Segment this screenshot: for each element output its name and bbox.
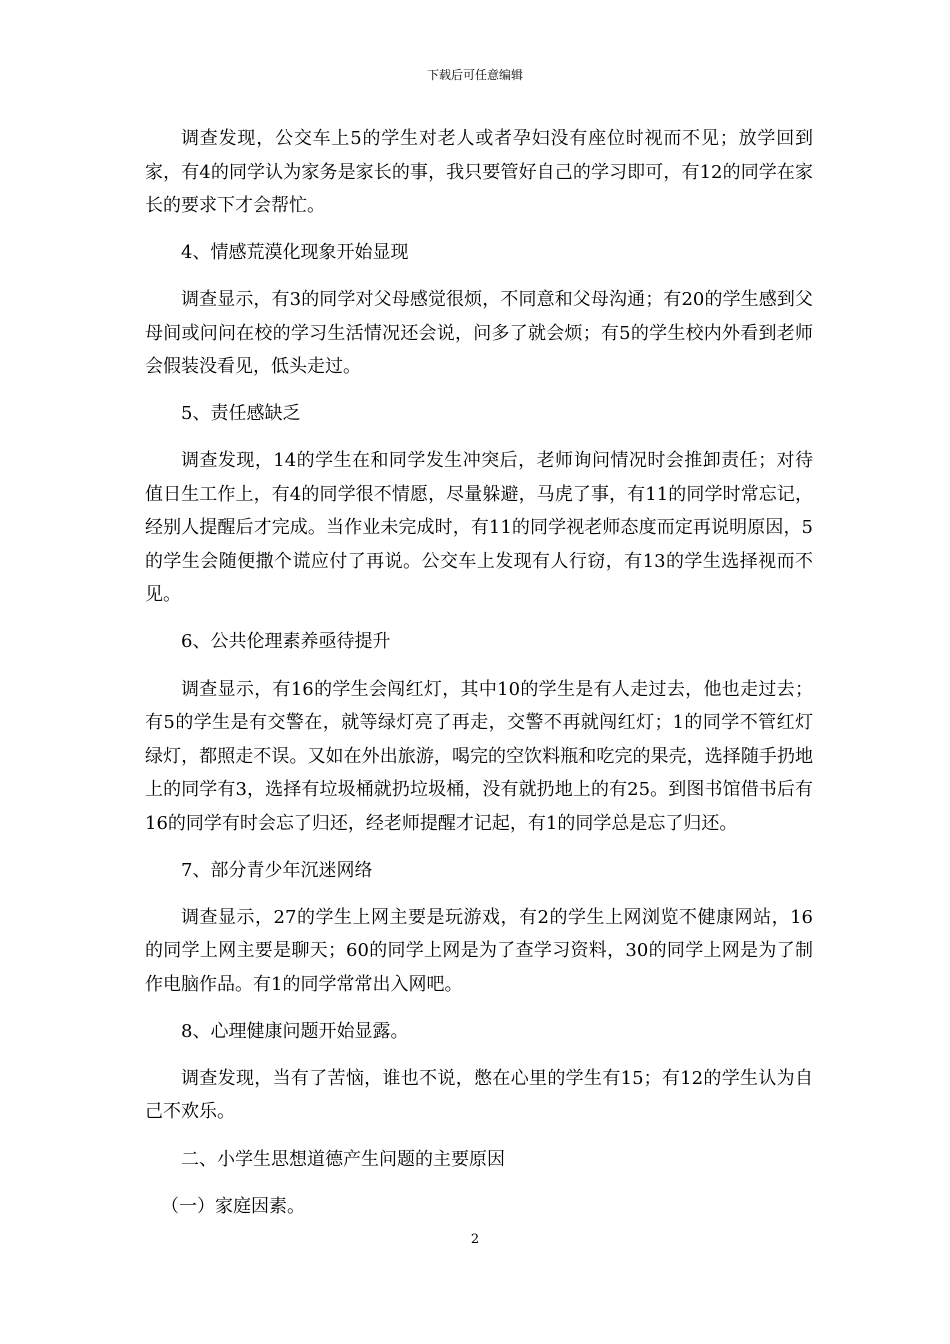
section-heading: 4、情感荒漠化现象开始显现 (181, 242, 409, 264)
paragraph-body: 调查发现，公交车上5的学生对老人或者孕妇没有座位时视而不见；放学回到家，有4的同学认为家务是家长的事，我只要管好自己的学习即可，有12的同学在家长的要求下才会帮忙。 (145, 128, 813, 216)
section-heading: 7、部分青少年沉迷网络 (181, 859, 373, 881)
page-header-note: 下载后可任意编辑 (426, 68, 523, 82)
page-number: 2 (470, 1232, 480, 1247)
section-heading: 6、公共伦理素养亟待提升 (181, 631, 391, 653)
paragraph-body: 调查发现，当有了苦恼，谁也不说，憋在心里的学生有15；有12的学生认为自己不欢乐。 (145, 1067, 813, 1123)
subsection-heading: （一）家庭因素。 (161, 1195, 305, 1217)
paragraph-body: 调查显示，27的学生上网主要是玩游戏，有2的学生上网浏览不健康网站，16的同学上网主要是聊天；60的同学上网是为了查学习资料，30的同学上网是为了制作电脑作品。有1的同学常常出入网吧。 (145, 906, 813, 995)
paragraph-body: 调查显示，有16的学生会闯红灯，其中10的学生是有人走过去，他也走过去；有5的学生是有交警在，就等绿灯亮了再走，交警不再就闯红灯；1的同学不管红灯绿灯，都照走不误。又如在外出旅游，喝完的空饮料瓶和吃完的果壳，选择随手扔地上的同学有3，选择有垃圾桶就扔垃圾桶，没有就扔地上的有25。到图书馆借书后有16的同学有时会忘了归还，经老师提醒才记起，有1的同学总是忘了归还。 (145, 678, 813, 834)
section-heading: 5、责任感缺乏 (181, 403, 301, 425)
paragraph-body: 调查发现，14的学生在和同学发生冲突后，老师询问情况时会推卸责任；对待值日生工作上，有4的同学很不情愿，尽量躲避，马虎了事，有11的同学时常忘记，经别人提醒后才完成。当作业未完成时，有11的同学视老师态度而定再说明原因，5的学生会随便撒个谎应付了再说。公交车上发现有人行窃，有13的学生选择视而不见。 (145, 450, 813, 606)
chapter-heading: 二、小学生思想道德产生问题的主要原因 (181, 1148, 505, 1170)
document-body (145, 122, 813, 1223)
section-heading: 8、心理健康问题开始显露。 (181, 1020, 409, 1042)
paragraph-body: 调查显示，有3的同学对父母感觉很烦，不同意和父母沟通；有20的学生感到父母间或问问在校的学习生活情况还会说，问多了就会烦；有5的学生校内外看到老师会假装没看见，低头走过。 (145, 289, 813, 378)
